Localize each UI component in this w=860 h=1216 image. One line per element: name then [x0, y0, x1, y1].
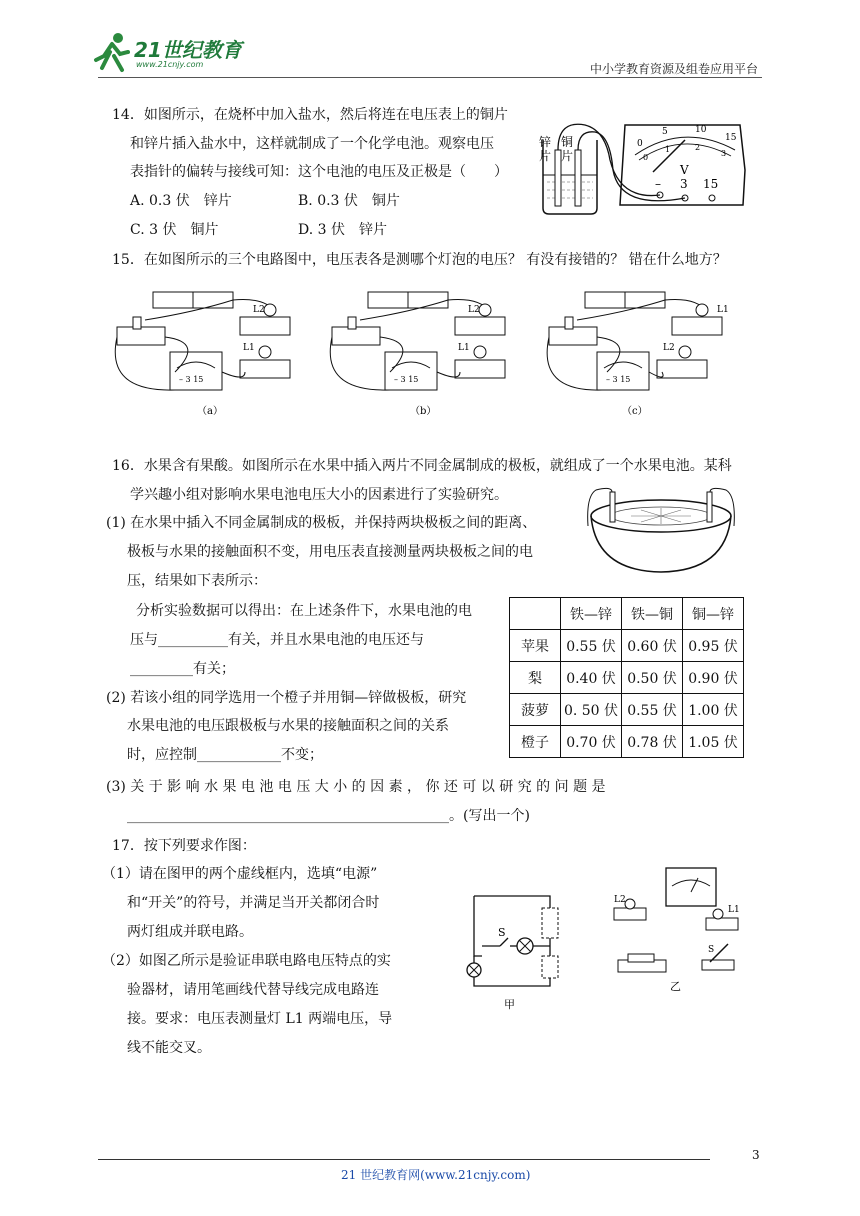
- terminal-15: 15: [703, 177, 719, 191]
- q16-line-12: (3) 关 于 影 响 水 果 电 池 电 压 大 小 的 因 素 ， 你 还 可 以 研 究 的 问 题 是: [106, 779, 606, 795]
- header-logo: [92, 30, 262, 74]
- q16-line-8: _________有关；: [130, 661, 235, 677]
- switch-label: S: [498, 926, 506, 939]
- table-cell: 0.70 伏: [561, 726, 622, 758]
- q16-line-7: 压与__________有关，并且水果电池的电压还与: [130, 632, 424, 648]
- q14-option-b: B. 0.3 伏 铜片: [298, 193, 400, 209]
- figure-yi-label: 乙: [670, 980, 681, 993]
- runner-icon: [92, 30, 132, 74]
- meter-scale-top-0: 5: [662, 127, 668, 137]
- meter-scale-bottom-1: 1: [665, 145, 671, 154]
- q16-line-6: 分析实验数据可以得出：在上述条件下，水果电池的电: [136, 603, 472, 619]
- q14-line-3: 表指针的偏转与接线可知：这个电池的电压及正极是（ ）: [130, 164, 508, 180]
- meter-unit: V: [680, 163, 689, 177]
- header-platform-text: 中小学教育资源及组卷应用平台: [590, 62, 759, 76]
- q14-option-c: C. 3 伏 铜片: [130, 222, 219, 238]
- figure-jia-label: 甲: [504, 998, 515, 1011]
- table-cell: 橙子: [510, 726, 561, 758]
- q16-line-13: ______________________________________________。(写出一个): [127, 808, 530, 824]
- q16-line-3: (1) 在水果中插入不同金属制成的极板，并保持两块极板之间的距离、: [106, 515, 537, 531]
- circuit-b: [330, 292, 505, 390]
- caption-a: （a）: [197, 406, 223, 417]
- lamp-label-yi-2: L1: [728, 905, 740, 915]
- table-header-cell: 铁—铜: [622, 598, 683, 630]
- q15-question: 15．在如图所示的三个电路图中，电压表各是测哪个灯泡的电压？ 有没有接错的？ 错在什么地方？: [112, 252, 727, 268]
- q16-line-2: 学兴趣小组对影响水果电池电压大小的因素进行了实验研究。: [130, 487, 508, 503]
- lamp-label-c-bottom: L2: [663, 343, 675, 353]
- lamp-label-b-top: L2: [468, 305, 480, 315]
- table-cell: 0.60 伏: [622, 630, 683, 662]
- lamp-label-b-bottom: L1: [458, 343, 470, 353]
- meter-a-terminals: – 3 15: [179, 375, 204, 384]
- meter-scale-bottom-0: 0: [643, 153, 649, 162]
- table-cell: 0.40 伏: [561, 662, 622, 694]
- meter-b-terminals: – 3 15: [394, 375, 419, 384]
- q16-line-4: 极板与水果的接触面积不变，用电压表直接测量两块极板之间的电: [127, 544, 533, 560]
- q14-battery-figure: [535, 100, 760, 225]
- header-rule: [98, 77, 762, 78]
- table-cell: 0.90 伏: [683, 662, 744, 694]
- page-number: 3: [752, 1148, 760, 1162]
- terminal-3: 3: [680, 177, 688, 191]
- q16-line-10: 水果电池的电压跟极板与水果的接触面积之间的关系: [127, 718, 449, 734]
- fruit-voltage-table: [509, 597, 744, 758]
- meter-zero: 0: [637, 139, 643, 149]
- q16-line-9: (2) 若该小组的同学选用一个橙子并用铜—锌做极板，研究: [106, 690, 467, 706]
- meter-c-terminals: – 3 15: [606, 375, 631, 384]
- q17-line-8: 线不能交叉。: [127, 1040, 211, 1056]
- figure-yi-equipment: [606, 860, 756, 1000]
- q14-option-d: D. 3 伏 锌片: [298, 222, 387, 238]
- table-cell: 0.78 伏: [622, 726, 683, 758]
- q16-line-11: 时，应控制____________不变；: [127, 747, 323, 763]
- label-zinc: 锌: [539, 135, 552, 149]
- footer-rule: [98, 1159, 710, 1160]
- q17-line-7: 接。要求：电压表测量灯 L1 两端电压，导: [127, 1011, 393, 1027]
- table-cell: 1.00 伏: [683, 694, 744, 726]
- table-cell: 0.55 伏: [622, 694, 683, 726]
- table-header-cell: 铁—锌: [561, 598, 622, 630]
- circuit-c: [547, 292, 729, 390]
- table-row: [510, 694, 744, 726]
- table-row: [510, 726, 744, 758]
- circuit-a: [115, 292, 290, 390]
- table-cell: 1.05 伏: [683, 726, 744, 758]
- q15-circuit-figures: [105, 282, 755, 422]
- meter-scale-bottom-3: 3: [721, 149, 727, 158]
- q14-line-2: 和锌片插入盐水中，这样就制成了一个化学电池。观察电压: [130, 136, 494, 152]
- table-cell: 梨: [510, 662, 561, 694]
- caption-c: （c）: [622, 406, 648, 417]
- table-cell: 0.95 伏: [683, 630, 744, 662]
- q17-line-5: （2）如图乙所示是验证串联电路电压特点的实: [102, 953, 391, 969]
- lamp-label-a-top: L2: [253, 305, 265, 315]
- terminal-minus: –: [655, 177, 661, 191]
- table-cell: 0. 50 伏: [561, 694, 622, 726]
- meter-scale-top-1: 10: [695, 125, 707, 135]
- label-copper: 铜: [561, 135, 574, 149]
- q16-line-5: 压，结果如下表所示：: [127, 573, 267, 589]
- table-header-cell: [510, 598, 561, 630]
- meter-scale-top-2: 15: [725, 133, 737, 143]
- switch-label-yi: S: [708, 945, 715, 955]
- q14-option-a: A. 0.3 伏 锌片: [130, 193, 232, 209]
- q14-line-1: 14．如图所示，在烧杯中加入盐水，然后将连在电压表上的铜片: [112, 107, 508, 123]
- footer-site-link[interactable]: 21 世纪教育网(www.21cnjy.com): [341, 1168, 531, 1182]
- table-cell: 苹果: [510, 630, 561, 662]
- lamp-label-yi-1: L2: [614, 895, 626, 905]
- meter-scale-bottom-2: 2: [695, 143, 701, 152]
- table-cell: 0.55 伏: [561, 630, 622, 662]
- copper-plate: [575, 150, 581, 206]
- q17-line-2: （1）请在图甲的两个虚线框内，选填“电源”: [102, 866, 378, 882]
- q17-line-4: 两灯组成并联电路。: [127, 924, 253, 940]
- logo-url: www.21cnjy.com: [136, 60, 204, 69]
- label-piece-2: 片: [561, 149, 574, 163]
- table-header-row: [510, 598, 744, 630]
- table-row: [510, 662, 744, 694]
- lamp-label-c-top: L1: [717, 305, 729, 315]
- fruit-battery-figure: [586, 486, 736, 574]
- q17-line-6: 验器材，请用笔画线代替导线完成电路连: [127, 982, 379, 998]
- q16-line-1: 16．水果含有果酸。如图所示在水果中插入两片不同金属制成的极板，就组成了一个水果电池。某科: [112, 458, 732, 474]
- label-piece-1: 片: [539, 149, 552, 163]
- table-row: [510, 630, 744, 662]
- table-cell: 菠萝: [510, 694, 561, 726]
- q17-line-3: 和“开关”的符号，并满足当开关都闭合时: [127, 895, 380, 911]
- figure-jia-circuit: [462, 866, 577, 1016]
- table-header-cell: 铜—锌: [683, 598, 744, 630]
- caption-b: （b）: [410, 406, 437, 417]
- table-cell: 0.50 伏: [622, 662, 683, 694]
- logo-title: 21世纪教育: [134, 38, 242, 62]
- q17-line-1: 17．按下列要求作图：: [112, 838, 256, 854]
- lamp-label-a-bottom: L1: [243, 343, 255, 353]
